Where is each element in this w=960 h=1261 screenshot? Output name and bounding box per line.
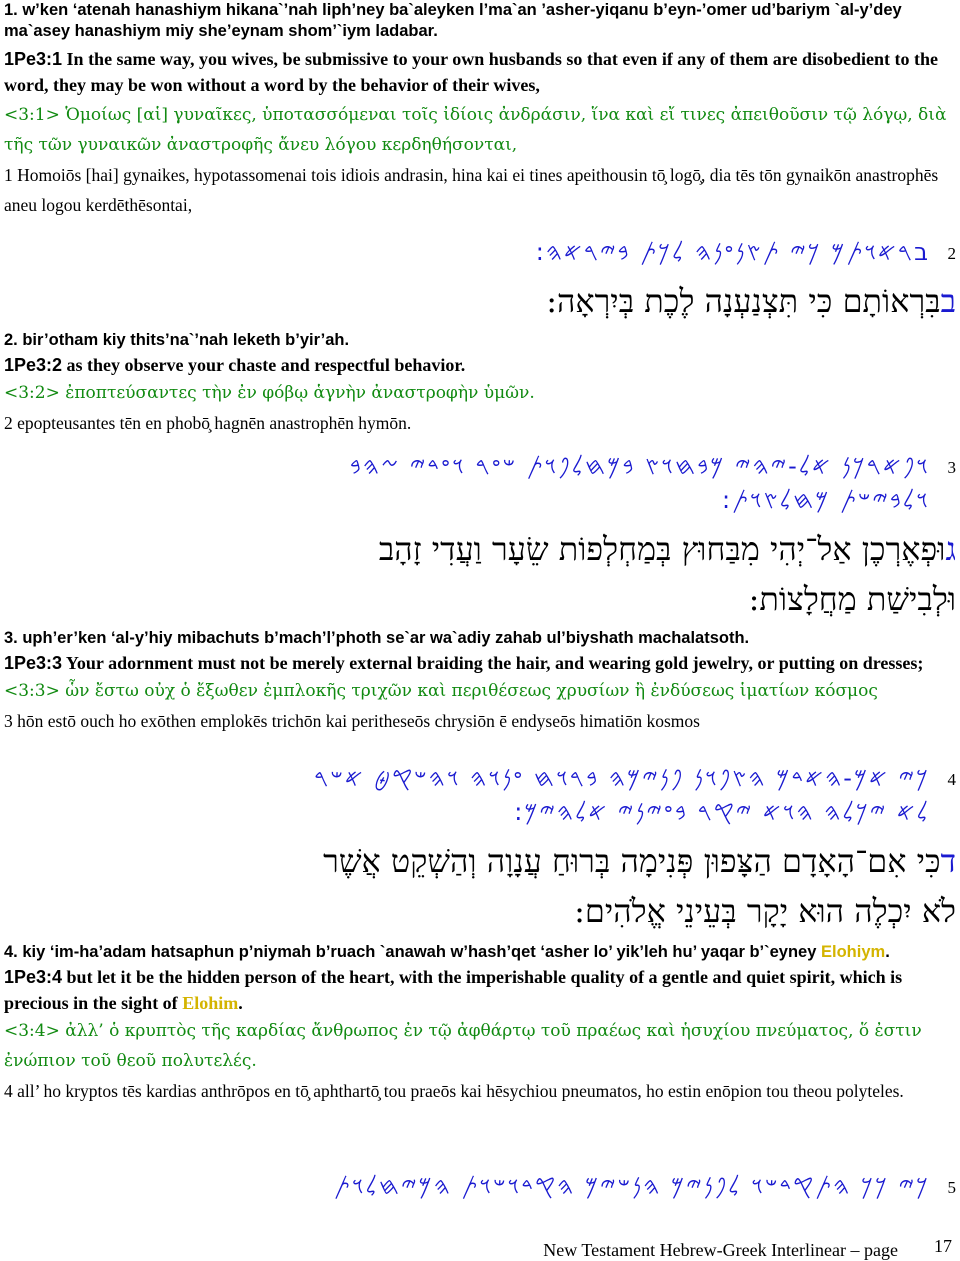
verse2-paleo-hebrew: ב𐤓𐤀𐤅𐤕𐤌 𐤊𐤉 𐤕𐤑𐤍𐤏𐤍𐤄 𐤋𐤊𐤕 𐤁𐤉𐤓𐤀𐤄: (535, 238, 930, 266)
page-footer (0, 1232, 960, 1260)
verse3-block (4, 452, 956, 736)
verse3-paleo-row-2 (4, 486, 956, 520)
verse2-transliteration: 2. bir’otham kiy thits’na`’nah leketh b’yir’ah. (4, 331, 350, 349)
verse4-hebrew-line1 (4, 836, 956, 886)
verse4-transliteration-text: 4. kiy ‘im-ha’adam hatsaphun p’niymah b’ruach `anawah w’hash’qet ‘asher lo’ yik’leh hu’ yaqar b’`eyney (4, 943, 821, 961)
verse4-hebrew-line1-text: כִּי אִם־הָאָדָם הַצָּפוּן פְּנִימָה בְּרוּחַ עֲנָוָה וְהַשְׁקֵט אֲשֶׁר (323, 842, 941, 880)
verse5-block (4, 1172, 956, 1206)
verse2-hebrew (4, 276, 956, 326)
verse3-paleo-hebrew-line1: 𐤅𐤐𐤀𐤓𐤊𐤍 𐤀𐤋-𐤉𐤄𐤉 𐤌𐤁𐤇𐤅𐤑 𐤁𐤌𐤇𐤋𐤐𐤅𐤕 𐤔𐤏𐤓 𐤅𐤏𐤃𐤉 𐤆𐤄𐤁 (349, 452, 930, 480)
verse3-hebrew-letter: ג (945, 530, 956, 568)
verse1-english (4, 46, 956, 98)
verse1-english-text: In the same way, you wives, be submissive to your own husbands so that even if any of them are disobedient to the word, they may be won without a word by the behavior of their wives, (4, 49, 938, 95)
verse4-paleo-row-2 (4, 798, 956, 832)
verse3-english-text: Your adornment must not be merely external braiding the hair, and wearing gold jewelry, or putting on dresses; (65, 653, 924, 673)
verse3-paleo-hebrew-line2: 𐤅𐤋𐤁𐤉𐤔𐤕 𐤌𐤇𐤋𐤑𐤅𐤕: (722, 486, 930, 514)
verse4-transliteration-end: . (885, 943, 890, 961)
verse5-number: 5 (947, 1178, 956, 1197)
verse1-transliteration: 1. w’ken ‘atenah hanashiym hikana`’nah liph’ney ba`aleyken l’ma`an ’asher-yiqanu b’eyn-’omer ud’bariym `al-y’dey ma`asey hanashiym miy she’eynam shom’`iym ladabar. (4, 1, 902, 40)
verse4-paleo-hebrew-line2: 𐤋𐤀 𐤉𐤊𐤋𐤄 𐤄𐤅𐤀 𐤉𐤒𐤓 𐤁𐤏𐤉𐤍𐤉 𐤀𐤋𐤄𐤉𐤌: (514, 798, 930, 826)
verse3-ref: 1Pe3:3 (4, 653, 63, 673)
verse3-greek-text: ὧν ἔστω οὐχ ὁ ἔξωθεν ἐμπλοκῆς τριχῶν καὶ περιθέσεως χρυσίων ἢ ἐνδύσεως ἱματίων κόσμος (65, 681, 878, 701)
verse4-greek-ref: <3:4> (4, 1021, 60, 1041)
verse4-english-end: . (238, 993, 243, 1013)
verse4-greek-text: ἀλλ’ ὁ κρυπτὸς τῆς καρδίας ἄνθρωπος ἐν τῷ ἀφθάρτῳ τοῦ πραέως καὶ ἡσυχίου πνεύματος, ὅ ἐστιν ἐνώπιον τοῦ θεοῦ πολυτελές. (4, 1021, 922, 1071)
verse3-hebrew-line1 (4, 524, 956, 574)
verse4-transliteration (4, 942, 956, 962)
verse3-english (4, 650, 956, 676)
verse1-greek-text: Ὁμοίως [αἱ] γυναῖκες, ὑποτασσόμεναι τοῖς ἰδίοις ἀνδράσιν, ἵνα καὶ εἴ τινες ἀπειθοῦσιν τῷ λόγῳ, διὰ τῆς τῶν γυναικῶν ἀναστροφῆς ἄνευ λόγου κερδηθήσονται, (4, 105, 947, 155)
verse4-transliteration-name: Elohiym (821, 943, 886, 961)
verse1-greek-transliteration: 1 Homoiōs [hai] gynaikes, hypotassomenai tois idiois andrasin, hina kai ei tines apeithousin tō̧ logō̧, dia tēs tōn gynaikōn anastrophēs aneu logou kerdēthēsontai, (4, 165, 939, 215)
verse4-greek (4, 1016, 956, 1076)
verse2-greek (4, 378, 956, 408)
verse1-greek-ref: <3:1> (4, 105, 60, 125)
verse3-transliteration: 3. uph’er’ken ‘al-y’hiy mibachuts b’mach’l’photh se`ar wa`adiy zahab ul’biyshath machalatsoth. (4, 629, 750, 647)
verse2-greek-transliteration: 2 epopteusantes tēn en phobō̧ hagnēn anastrophēn hymōn. (4, 413, 412, 433)
verse4-english-text: but let it be the hidden person of the heart, with the imperishable quality of a gentle and quiet spirit, which is precious in the sight of (4, 967, 903, 1013)
verse3-hebrew-line2: וּלְבִישַׁת מַחֲלָצוֹת: (748, 580, 956, 618)
verse3-hebrew-line1-text: וּפְאֶרְכֶן אַל־יְהִי מִבַּחוּץ בְּמַחְלְפוֹת שֵׂעָר וַעֲדִי זָהָב (378, 530, 946, 568)
verse4-hebrew-line2: לֹא יִכְלֶה הוּא יָקָר בְּעֵינֵי אֱלֹהִים: (574, 892, 956, 930)
verse5-paleo-hebrew-line1: 𐤊𐤉 𐤊𐤊 𐤄𐤕𐤒𐤃𐤔𐤅 𐤋𐤐𐤍𐤉𐤌 𐤄𐤍𐤔𐤉𐤌 𐤄𐤒𐤃𐤅𐤔𐤅𐤕 𐤄𐤌𐤉𐤇𐤋𐤅𐤕 (334, 1172, 930, 1200)
verse1-greek (4, 100, 956, 160)
verse2-greek-text: ἐποπτεύσαντες τὴν ἐν φόβῳ ἁγνὴν ἀναστροφὴν ὑμῶν. (65, 383, 535, 403)
footer-title: New Testament Hebrew-Greek Interlinear – page (543, 1240, 898, 1260)
verse4-hebrew-letter: ד (940, 842, 956, 880)
verse2-paleo-row (4, 238, 956, 272)
verse3-hebrew (4, 524, 956, 624)
verse2-number: 2 (947, 244, 956, 263)
page-number: 17 (934, 1236, 952, 1256)
verse3-paleo-row-1 (4, 452, 956, 486)
verse2-block (4, 238, 956, 438)
verse4-paleo-row-1 (4, 764, 956, 798)
verse2-english-text: as they observe your chaste and respectful behavior. (66, 355, 466, 375)
verse4-number: 4 (947, 770, 956, 789)
verse4-hebrew (4, 836, 956, 936)
verse3-greek-transliteration: 3 hōn estō ouch ho exōthen emplokēs trichōn kai peritheseōs chrysiōn ē endyseōs himatiōn kosmos (4, 711, 700, 731)
verse4-block (4, 764, 956, 1106)
verse4-paleo-hebrew-line1: 𐤊𐤉 𐤀𐤌-𐤄𐤀𐤃𐤌 𐤄𐤑𐤐𐤅𐤍 𐤐𐤍𐤉𐤌𐤄 𐤁𐤓𐤅𐤇 𐤏𐤍𐤅𐤄 𐤅𐤄𐤔𐤒𐤈 𐤀𐤔𐤓 (314, 764, 930, 792)
intro-transliteration-block (4, 0, 956, 42)
verse1-ref: 1Pe3:1 (4, 49, 63, 69)
verse4-english-name: Elohim (182, 993, 239, 1013)
verse4-ref: 1Pe3:4 (4, 967, 63, 987)
verse1-block (4, 46, 956, 220)
verse2-hebrew-text: בִּרְאוֹתָם כִּי תִּצְנַעְנָה לֶכֶת בְּיִרְאָה: (546, 282, 941, 320)
verse3-greek (4, 676, 956, 706)
verse2-english (4, 352, 956, 378)
verse3-number: 3 (947, 458, 956, 477)
verse2-greek-ref: <3:2> (4, 383, 60, 403)
verse5-paleo-row-1 (4, 1172, 956, 1206)
verse3-greek-ref: <3:3> (4, 681, 60, 701)
verse2-hebrew-letter: ב (940, 282, 956, 320)
verse2-ref: 1Pe3:2 (4, 355, 63, 375)
verse4-english (4, 964, 956, 1016)
verse4-greek-transliteration: 4 all’ ho kryptos tēs kardias anthrōpos en tō̧ aphthartō̧ tou praeōs kai hēsychiou pneumatos, ho estin enōpion tou theou polyteles. (4, 1081, 904, 1101)
